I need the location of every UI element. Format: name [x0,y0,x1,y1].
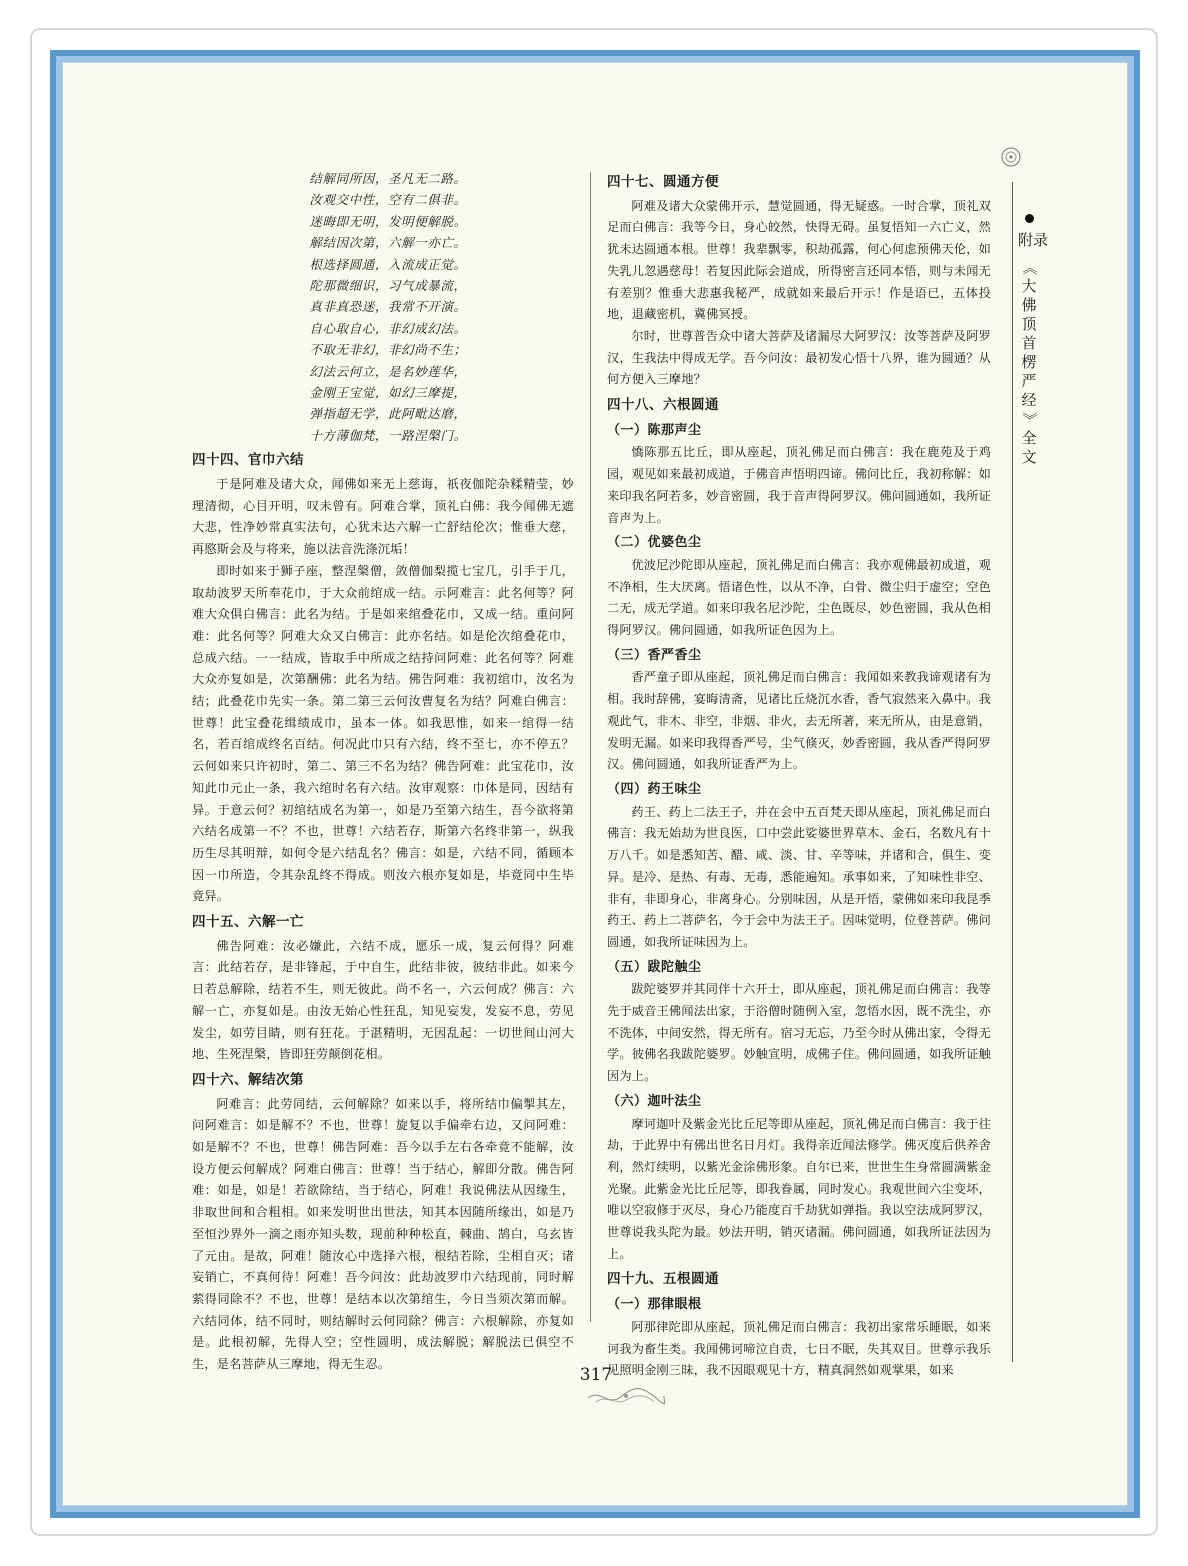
paragraph: 摩诃迦叶及紫金光比丘尼等即从座起，顶礼佛足而白佛言：我于往劫，于此界中有佛出世名日月灯。我得亲近闻法修学。佛灭度后供养舍利，然灯续明，以紫光金涂佛形象。自尔已来，世世生生身常圆满紫金光聚。此紫金光比丘尼等，即我眷属，同时发心。我观世间六尘变坏，唯以空寂修于灭尽，身心乃能度百千劫犹如弹指。我以空法成阿罗汉，世尊说我头陀为最。妙法开明，销灭诸漏。佛问圆通，如我所证法因为上。 [607,1116,992,1261]
side-char: 全 [1021,429,1037,447]
paragraph: 药王、药上二法王子，并在会中五百梵天即从座起，顶礼佛足而白佛言：我无始劫为世良医，口中尝此娑婆世界草木、金石，名数凡有十万八千。如是悉知苦、醋、咸、淡、甘、辛等味，并诸和合，俱生、变异。是冷、是热、有毒、无毒，悉能遍知。承事如来，了知味性非空、非有，非即身心，非离身心。分别味因，从是开悟，蒙佛如来印我昆季药王、药上二菩萨名，今于会中为法王子。因味觉明，位登菩萨。佛问圆通，如我所证味因为上。 [607,804,992,949]
paragraph: 阿那律陀即从座起，顶礼佛足而白佛言：我初出家常乐睡眠，如来诃我为畜生类。我闻佛诃啼泣自责，七日不眠，失其双目。世尊示我乐见照明金刚三昧，我不因眼观见十方，精真洞然如观掌果，如来 [607,1319,992,1378]
section-title: 四十八、六根圆通 [607,397,719,414]
verse-line: 不取无非幻，非幻尚不生； [309,342,467,358]
paragraph: 阿难言：此劳同结，云何解除？如来以手，将所结巾偏掣其左，问阿难言：如是解不？不也，世尊！旋复以手偏牵右边，又问阿难：如是解不？不也，世尊！佛告阿难：吾今以手左右各牵竟不能解，汝设方便云何解成？阿难白佛言：世尊！当于结心，解即分散。佛告阿难：如是，如是！若欲除结，当于结心，阿难！我说佛法从因缘生，非取世间和合粗相。如来发明世出世法，知其本因随所缘出，如是乃至恒沙界外一滴之雨亦知头数，现前种种松直，棘曲、鹄白，乌玄皆了元由。是故，阿难！随汝心中选择六根，根结若除，尘相自灭；诸妄销亡，不真何待！阿难！吾今问汝：此劫波罗巾六结现前，同时解萦得同除不？不也，世尊！是结本以次第绾生，今日当须次第而解。六结同体，结不同时，则结解时云何同除？佛言：六根解除，亦复如是。此根初解，先得人空；空性圆明，成法解脱；解脱法已俱空不生，是名菩萨从三摩地，得无生忍。 [192,1096,574,1372]
paragraph: 阿难及诸大众蒙佛开示，慧觉圆通，得无疑惑。一时合掌，顶礼双足而白佛言：我等今日，身心皎然，快得无碍。虽复悟知一六亡义，然犹未达圆通本根。世尊！我辈飘零，积劫孤露，何心何虑预佛天伦，如失乳儿忽遇慈母！若复因此际会道成，所得密言还同本悟，则与未闻无有差别？惟垂大悲惠我秘严，成就如来最后开示！作是语已，五体投地，退藏密机，冀佛冥授。 [607,198,992,322]
left-column [192,168,574,1376]
side-char: 佛 [1021,296,1037,314]
section-title: 四十四、官巾六结 [192,452,304,469]
verse-line: 金刚王宝觉，如幻三摩提， [309,385,467,401]
section-title: 四十七、圆通方便 [607,174,719,190]
verse-line: 解结因次第，六解一亦亡。 [309,235,467,251]
subsection-title: （一）陈那声尘 [607,422,702,438]
side-char: 顶 [1021,315,1037,333]
side-running-header [1018,210,1049,467]
verse-line: 自心取自心，非幻成幻法。 [309,320,467,336]
right-column [607,168,991,1382]
page-ornament-icon [586,1384,666,1410]
verse-line: 真非真恐迷，我常不开演。 [309,299,467,315]
paragraph: 尔时，世尊普告众中诸大菩萨及诸漏尽大阿罗汉：汝等菩萨及阿罗汉，生我法中得成无学。吾今问汝：最初发心悟十八界，谁为圆通？从何方便入三摩地？ [607,328,992,387]
paragraph: 佛告阿难：汝必嫌此，六结不成，愿乐一成，复云何得？阿难言：此结若存，是非锋起，于中自生，此结非彼，彼结非此。如来今日若总解除，结若不生，则无彼此。尚不名一，六云何成？佛言：六解一亡，亦复如是。由汝无始心性狂乱，知见妄发，发妄不息，劳见发尘，如劳目睛，则有狂花。于湛精明，无因乱起：一切世间山河大地、生死涅槃，皆即狂劳颠倒花相。 [192,938,574,1062]
paragraph: 即时如来于狮子座，整涅槃僧，敛僧伽梨揽七宝几，引手于几，取劫波罗天所奉花巾，于大众前绾成一结。示阿难言：此名何等？阿难大众俱白佛言：此名为结。于是如来绾叠花巾，又成一结。重问阿难：此名何等？阿难大众又白佛言：此亦名结。如是伦次绾叠花巾，总成六结。一一结成，皆取手中所成之结持问阿难：此名何等？阿难大众亦复如是，次第酬佛：此名为结。佛告阿难：我初绾巾，汝名为结；此叠花巾先实一条。第二第三云何汝曹复名为结？阿难白佛言：世尊！此宝叠花缉绩成巾，虽本一体。如我思惟，如来一绾得一结名，若百绾成终名百结。何况此巾只有六结，终不至七，亦不停五？云何如来只许初时，第二、第三不名为结？佛告阿难：此宝花巾，汝知此巾元止一条，我六绾时名有六结。汝审观察：巾体是同，因结有异。于意云何？初绾结成名为第一，如是乃至第六结生，吾今欲将第六结名成第一不？不也，世尊！六结若存，斯第六名终非第一，纵我历生尽其明辩，如何令是六结乱名？佛言：如是，六结不同，循顾本因一巾所造，令其杂乱终不得成。则汝六根亦复如是，毕竟同中生毕竟异。 [192,563,574,904]
verse-line: 根选择圆通，入流成正觉。 [309,256,467,272]
verse-line: 汝观交中性，空有二俱非。 [309,192,467,208]
page-number: 317 [579,1365,613,1385]
side-char: 严 [1021,372,1037,390]
subsection-title: （六）迦叶法尘 [607,1093,702,1109]
paragraph: 优波尼沙陀即从座起，顶礼佛足而白佛言：我亦观佛最初成道，观不净相，生大厌离。悟诸色性，以从不净，白骨、微尘归于虚空；空色二无，成无学道。如来印我名尼沙陀，尘色既尽，妙色密圆，我从色相得阿罗汉。佛问圆通，如我所证色因为上。 [607,557,992,638]
subsection-title: （一）那律眼根 [607,1297,702,1313]
verse-line: 十方薄伽梵，一路涅槃门。 [309,427,467,443]
column-divider [590,172,591,1322]
side-char: 楞 [1021,353,1037,371]
verse-line: 迷晦即无明，发明便解脱。 [309,213,467,229]
subsection-title: （五）跋陀触尘 [607,959,702,975]
paragraph: 于是阿难及诸大众，闻佛如来无上慈诲，祇夜伽陀杂糅精莹，妙理清彻，心目开明，叹未曾有。阿难合掌，顶礼白佛：我今闻佛无遮大悲，性净妙常真实法句，心犹未达六解一亡舒结伦次；惟垂大慈，再愍斯会及与将来，施以法音洗涤沉垢！ [192,476,574,557]
side-char: 首 [1021,334,1037,352]
side-char: 》 [1020,411,1039,427]
paragraph: 跋陀婆罗并其同伴十六开士，即从座起，顶礼佛足而白佛言：我等先于威音王佛闻法出家，于浴僧时随例入室，忽悟水因，既不洗尘，亦不洗体，中间安然，得无所有。宿习无忘，乃至今时从佛出家，令得无学。彼佛名我跋陀婆罗。妙触宣明，成佛子住。佛问圆通，如我所证触因为上。 [607,982,992,1084]
subsection-title: （四）药王味尘 [607,781,702,797]
section-title: 四十九、五根圆通 [607,1271,719,1288]
verse-block [192,168,574,446]
bullet-icon [1025,214,1034,223]
paragraph: 憍陈那五比丘，即从座起，顶礼佛足而白佛言：我在鹿苑及于鸡园，观见如来最初成道，于佛音声悟明四谛。佛问比丘，我初称解：如来印我名阿若多，妙音密圆，我于音声得阿罗汉。佛问圆通如，我所证音声为上。 [607,445,992,525]
side-marker: 附录 [1018,231,1049,249]
verse-line: 幻法云何立，是名妙莲华， [309,363,467,379]
subsection-title: （二）优婆色尘 [607,535,702,551]
section-title: 四十五、六解一亡 [192,914,304,931]
verse-line: 陀那微细识，习气成暴流， [309,278,467,294]
verse-line: 弹指超无学，此阿毗达磨， [309,406,467,422]
side-char: 经 [1021,391,1037,409]
side-char: 大 [1021,277,1037,295]
subsection-title: （三）香严香尘 [607,647,702,663]
side-char: 《 [1020,259,1039,275]
ornament-icon [1000,146,1022,168]
paragraph: 香严童子即从座起，顶礼佛足而白佛言：我闻如来教我谛观诸有为相。我时辞佛，宴晦清斋，见诸比丘烧沉水香，香气寂然来入鼻中。我观此气，非木、非空，非烟、非火，去无所著，来无所从，由是意销，发明无漏。如来印我得香严号，尘气倏灭，妙香密圆，我从香严得阿罗汉。佛问圆通，如我所证香严为上。 [607,670,992,772]
side-rule [1012,182,1013,1362]
side-book-title [1018,258,1040,467]
section-title: 四十六、解结次第 [192,1071,304,1088]
verse-line: 结解同所因，圣凡无二路。 [309,171,467,186]
side-char: 文 [1021,448,1037,466]
